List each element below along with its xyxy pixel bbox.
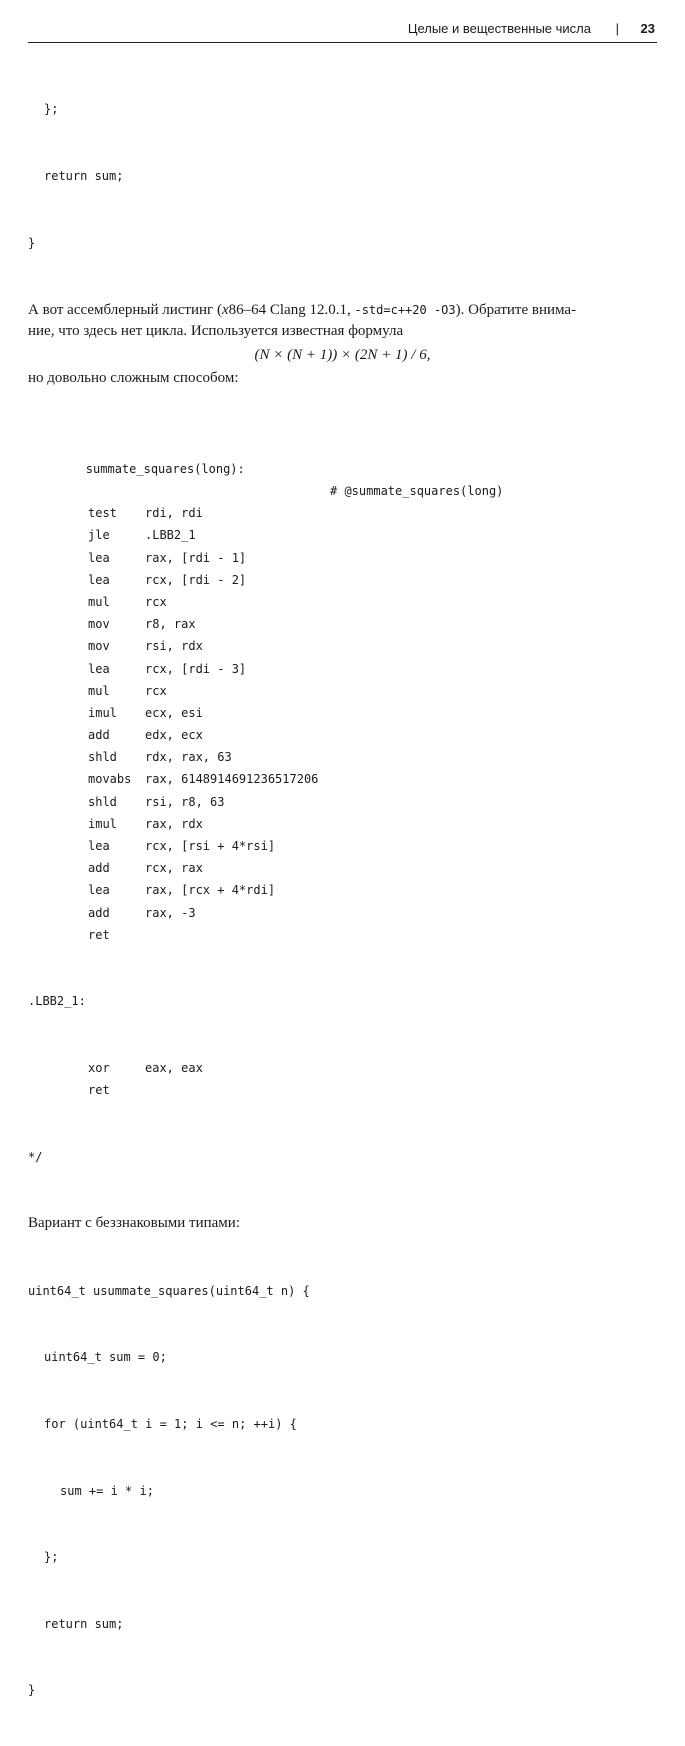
code-line: return sum; [44,1616,124,1631]
asm-opcode: mov [88,639,110,654]
asm-opcode: add [88,905,110,920]
asm-opcode: imul [88,705,117,720]
asm-instruction-row [0,1079,685,1101]
asm-instruction-row [0,1057,685,1079]
code-line: sum += i * i; [60,1483,154,1498]
asm-opcode: shld [88,750,117,765]
asm-instruction-row [0,524,685,546]
asm-opcode: ret [88,927,110,942]
code-block-top [0,54,685,298]
asm-instruction-row [0,879,685,901]
asm-listing [0,391,685,1212]
asm-opcode: lea [88,550,110,565]
code-line: uint64_t usummate_squares(uint64_t n) { [28,1283,310,1298]
code-line: } [28,1683,36,1698]
asm-operands: edx, ecx [145,728,203,743]
asm-instructions-2 [0,1057,685,1101]
asm-operands: ecx, esi [145,705,203,720]
paragraph-unsigned: Вариант с беззнаковыми типами: [28,1215,240,1232]
asm-instruction-row [0,635,685,657]
asm-operands: rdx, rax, 63 [145,750,232,765]
asm-label-2: .LBB2_1: [28,994,86,1009]
paragraph-text: 86–64 Clang 12.0.1, [228,302,355,319]
asm-instruction-row [0,902,685,924]
asm-opcode: test [88,506,117,521]
asm-operands: rcx, [rdi - 2] [145,572,247,587]
code-line: return sum; [44,169,124,184]
asm-operands: rsi, r8, 63 [145,794,225,809]
asm-operands: rax, -3 [145,905,196,920]
asm-opcode: shld [88,794,117,809]
code-line: for (uint64_t i = 1; i <= n; ++i) { [44,1416,297,1431]
asm-instruction-row [0,680,685,702]
paragraph-text: ). Обратите внима- [455,302,577,319]
asm-opcode: add [88,728,110,743]
asm-opcode: ret [88,1083,110,1098]
asm-operands: rax, 6148914691236517206 [145,772,319,787]
page-content [0,54,685,1746]
comment-close: */ [28,1149,43,1164]
asm-operands: rcx, rax [145,861,203,876]
chapter-title: Целые и вещественные числа [407,21,591,36]
compiler-flags: -std=c++20 -O3 [354,303,456,318]
asm-instruction-row [0,857,685,879]
paragraph-method: но довольно сложным способом: [28,370,239,387]
asm-instruction-row [0,702,685,724]
formula: (N × (N + 1)) × (2N + 1) / 6, [254,347,431,364]
asm-operands: rax, rdx [145,816,203,831]
asm-instruction-row [0,547,685,569]
asm-operands: rcx, [rsi + 4*rsi] [145,839,276,854]
asm-instruction-row [0,835,685,857]
paragraph-text: А вот ассемблерный листинг ( [28,302,222,319]
asm-operands: .LBB2_1 [145,528,196,543]
asm-instruction-row [0,658,685,680]
asm-opcode: lea [88,661,110,676]
page-number: 23 [640,21,655,36]
paragraph-italic: x [221,302,229,319]
code-line: }; [44,1550,59,1565]
asm-header-row [0,436,685,499]
asm-operands: rax, [rdi - 1] [145,550,247,565]
asm-operands: rsi, rdx [145,639,203,654]
asm-opcode: lea [88,572,110,587]
asm-instruction-row [0,813,685,835]
asm-instruction-row [0,924,685,946]
intro-paragraph [0,300,657,342]
asm-operands: eax, eax [145,1060,203,1075]
asm-opcode: imul [88,816,117,831]
asm-operands: r8, rax [145,617,196,632]
asm-instruction-row [0,591,685,613]
asm-instruction-row [0,613,685,635]
asm-opcode: jle [88,528,110,543]
asm-opcode: xor [88,1060,110,1075]
asm-opcode: mul [88,594,110,609]
code-block-bottom [0,1235,685,1746]
asm-opcode: mov [88,617,110,632]
code-line: }; [44,102,59,117]
asm-opcode: mul [88,683,110,698]
code-line: } [28,235,36,250]
asm-opcode: add [88,861,110,876]
asm-opcode: movabs [88,772,132,787]
asm-opcode: lea [88,839,110,854]
paragraph-text: ние, что здесь нет цикла. Используется известная формула [28,323,404,340]
asm-instruction-row [0,569,685,591]
code-line: uint64_t sum = 0; [44,1350,167,1365]
running-head [28,20,657,43]
header-separator: | [615,21,619,36]
asm-instruction-row [0,768,685,790]
asm-label: summate_squares(long): [85,461,245,476]
asm-operands: rcx, [rdi - 3] [145,661,247,676]
asm-operands: rcx [145,594,167,609]
asm-instruction-row [0,791,685,813]
asm-opcode: lea [88,883,110,898]
asm-operands: rdi, rdi [145,506,203,521]
asm-instruction-row [0,724,685,746]
asm-comment: # @summate_squares(long) [330,484,504,499]
asm-instruction-row [0,502,685,524]
asm-operands: rcx [145,683,167,698]
asm-operands: rax, [rcx + 4*rdi] [145,883,276,898]
asm-instructions [0,502,685,946]
asm-instruction-row [0,746,685,768]
